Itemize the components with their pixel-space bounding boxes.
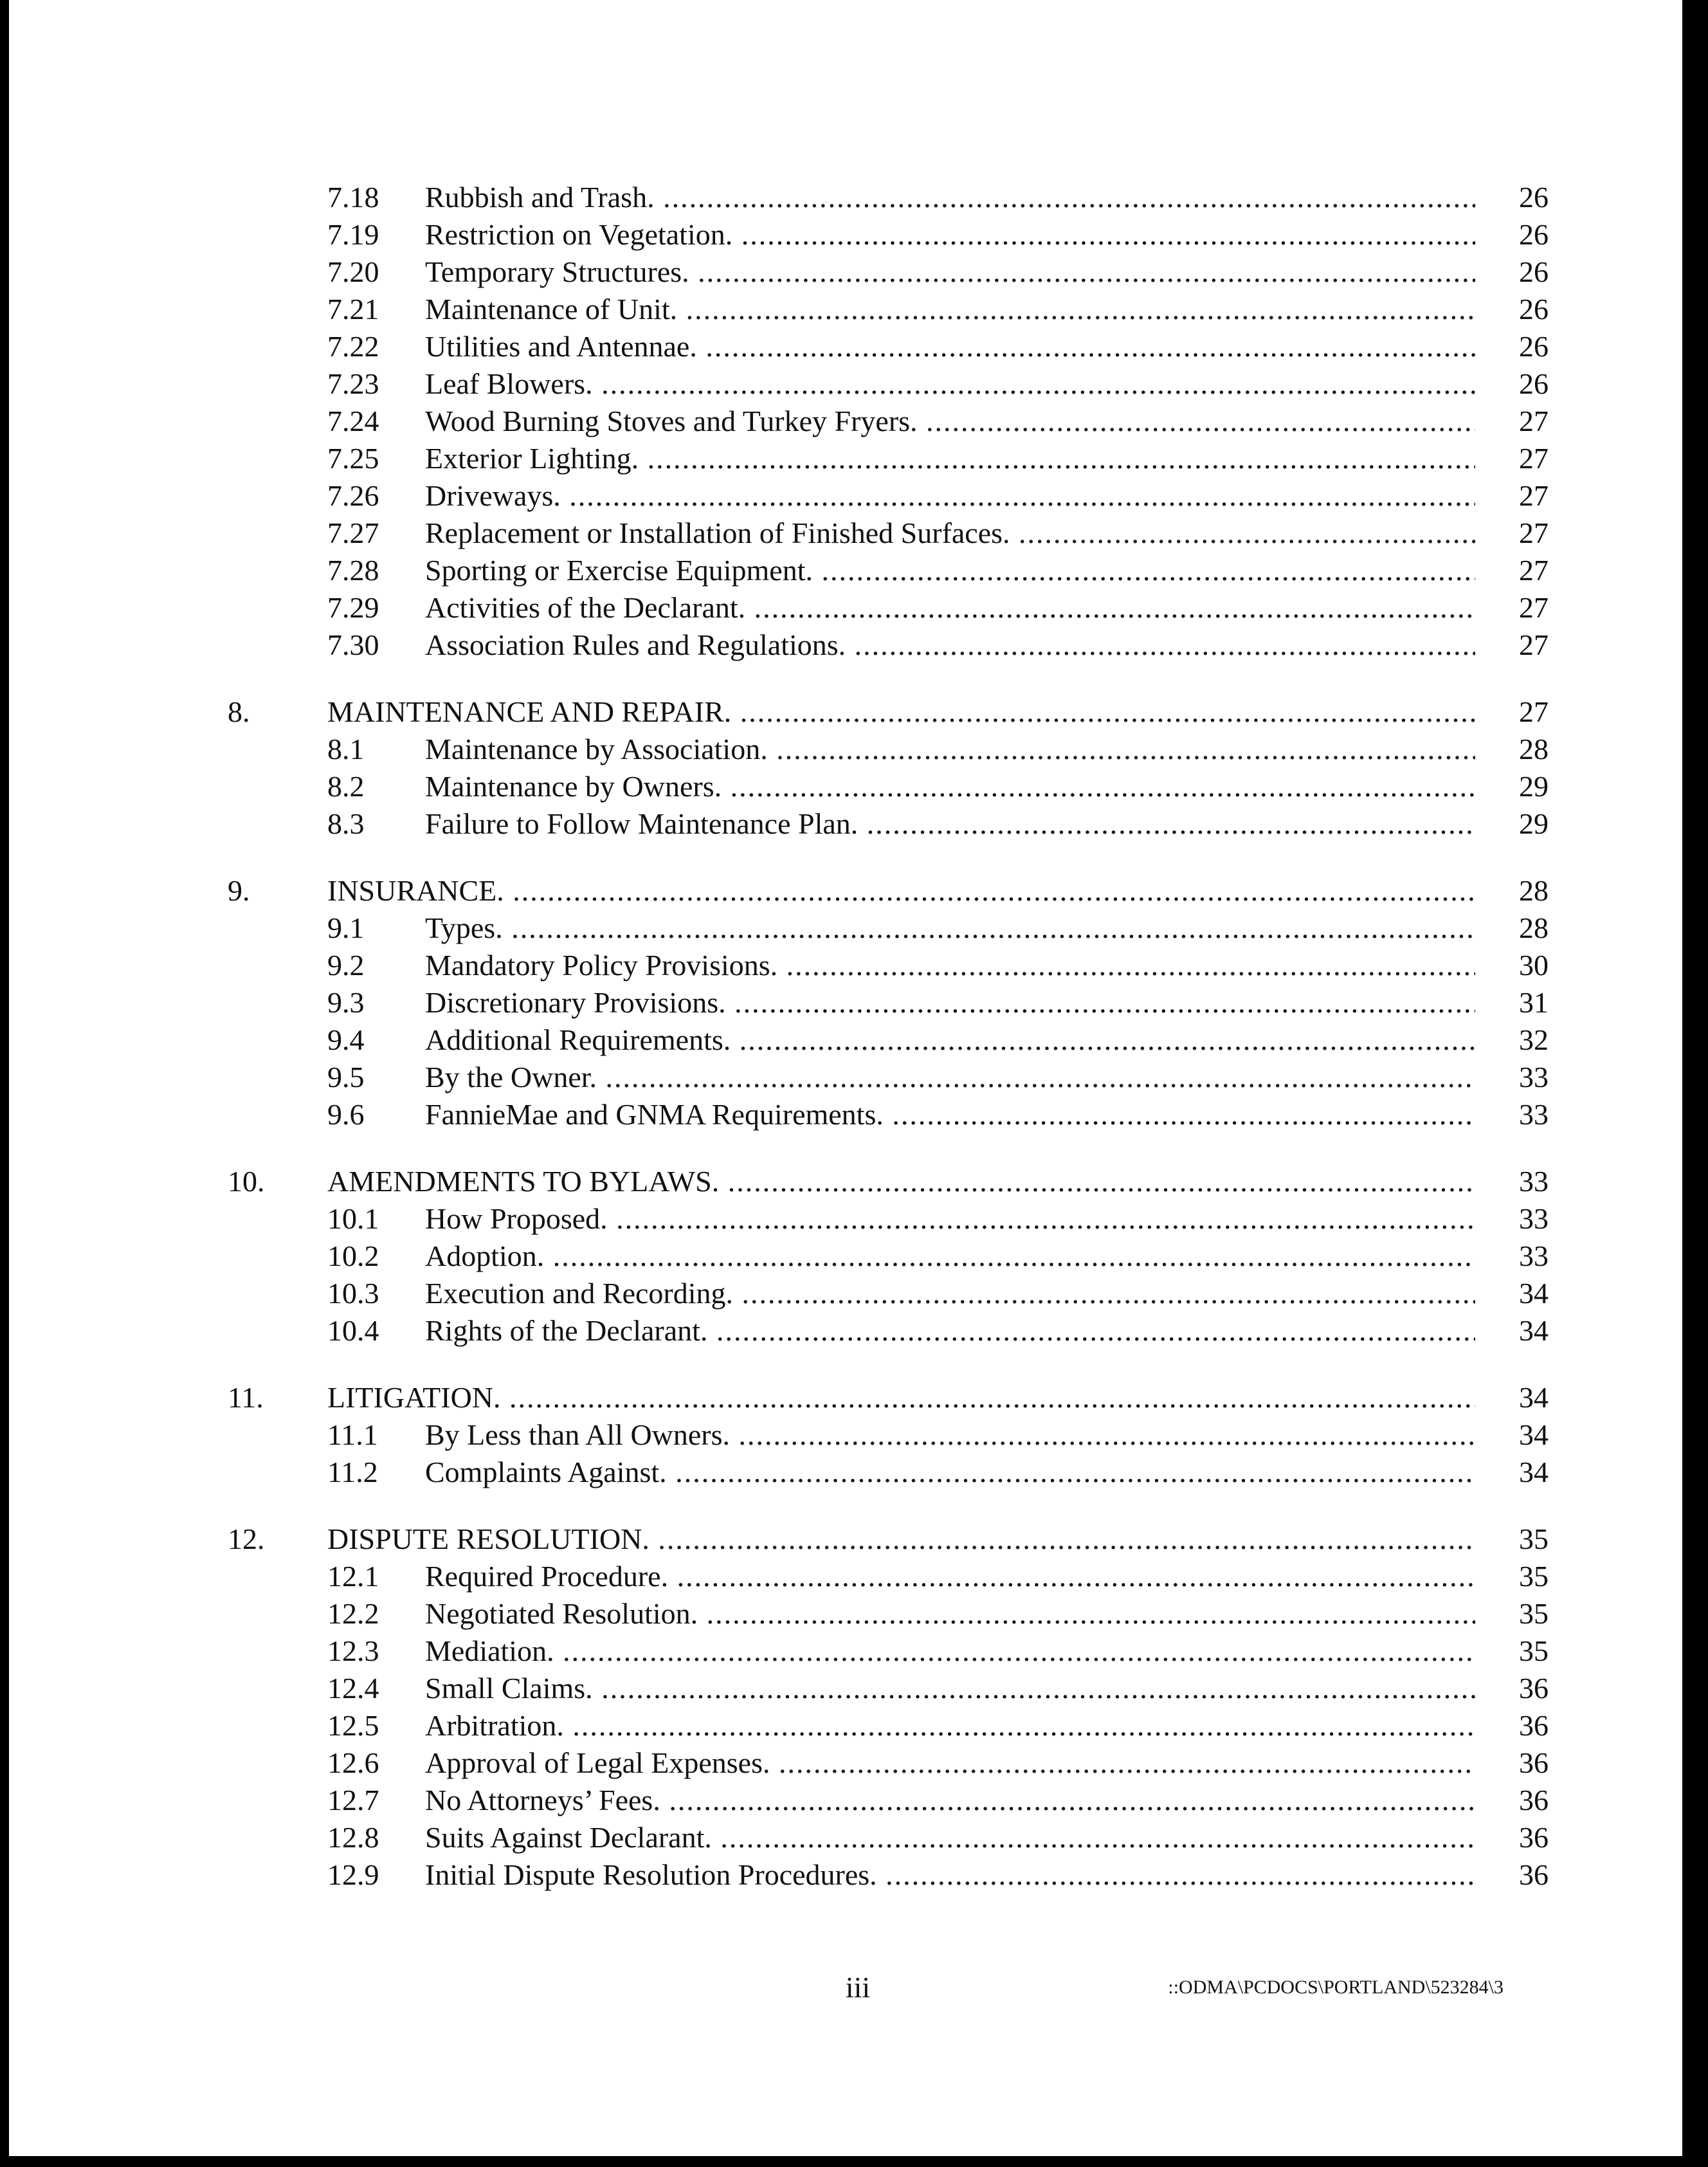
- entry-number: 12.1: [327, 1560, 379, 1593]
- section-title: AMENDMENTS TO BYLAWS. .....: [327, 1163, 1475, 1200]
- entry-number: 11.1: [327, 1418, 378, 1451]
- entry-title: Sporting or Exercise Equipment. .....: [425, 552, 1475, 589]
- entry-title: Maintenance by Association. .....: [425, 731, 1475, 768]
- entry-page: 27: [1519, 628, 1549, 661]
- page-footer: [9, 1968, 1682, 2007]
- toc-entry-row: [9, 947, 1682, 984]
- entry-page: 34: [1519, 1456, 1549, 1488]
- entry-page: 26: [1519, 293, 1549, 325]
- entry-page: 30: [1519, 949, 1549, 982]
- entry-number: 7.26: [327, 479, 379, 512]
- entry-number: 12.5: [327, 1709, 379, 1742]
- entry-number: 12.7: [327, 1784, 379, 1816]
- entry-title: Rights of the Declarant. .....: [425, 1312, 1475, 1349]
- toc-entry-row: [9, 1096, 1682, 1133]
- toc-entry-row: [9, 910, 1682, 947]
- section-title: MAINTENANCE AND REPAIR. .....: [327, 693, 1475, 731]
- toc-entry-row: [9, 1819, 1682, 1856]
- section-title: DISPUTE RESOLUTION. .....: [327, 1521, 1475, 1558]
- entry-title: Maintenance by Owners. .....: [425, 768, 1475, 805]
- entry-title: By Less than All Owners. .....: [425, 1416, 1475, 1454]
- entry-title: Activities of the Declarant. .....: [425, 589, 1475, 626]
- toc-entry-row: [9, 179, 1682, 216]
- entry-title: Required Procedure. .....: [425, 1558, 1475, 1595]
- entry-title: Complaints Against. .....: [425, 1454, 1475, 1491]
- entry-number: 12.2: [327, 1597, 379, 1630]
- toc-entry-row: [9, 1059, 1682, 1096]
- entry-page: 26: [1519, 181, 1549, 214]
- entry-page: 29: [1519, 807, 1549, 840]
- entry-title: How Proposed. .....: [425, 1200, 1475, 1238]
- entry-number: 7.20: [327, 255, 379, 288]
- toc-entry-row: [9, 253, 1682, 291]
- section-page: 28: [1519, 874, 1549, 907]
- toc-section: [9, 693, 1682, 843]
- entry-number: 10.2: [327, 1239, 379, 1272]
- entry-title: Suits Against Declarant. .....: [425, 1819, 1475, 1856]
- entry-title: Adoption. .....: [425, 1238, 1475, 1275]
- entry-page: 33: [1519, 1098, 1549, 1131]
- entry-page: 28: [1519, 911, 1549, 944]
- entry-title: Leaf Blowers. .....: [425, 365, 1475, 403]
- entry-number: 8.3: [327, 807, 365, 840]
- toc-entry-row: [9, 768, 1682, 805]
- entry-page: 26: [1519, 255, 1549, 288]
- entry-page: 27: [1519, 479, 1549, 512]
- entry-number: 11.2: [327, 1456, 378, 1488]
- entry-page: 36: [1519, 1858, 1549, 1891]
- entry-title: Approval of Legal Expenses. .....: [425, 1744, 1475, 1782]
- toc-entry-row: [9, 1021, 1682, 1059]
- entry-title: Mediation. .....: [425, 1632, 1475, 1670]
- toc-section: [9, 1163, 1682, 1349]
- entry-number: 9.3: [327, 986, 365, 1019]
- toc-entry-row: [9, 328, 1682, 365]
- entry-page: 27: [1519, 591, 1549, 624]
- toc-entry-row: [9, 1856, 1682, 1894]
- entry-title: Failure to Follow Maintenance Plan. .....: [425, 805, 1475, 843]
- entry-page: 36: [1519, 1746, 1549, 1779]
- entry-number: 10.3: [327, 1277, 379, 1310]
- entry-page: 33: [1519, 1239, 1549, 1272]
- toc-entry-row: [9, 731, 1682, 768]
- entry-number: 7.30: [327, 628, 379, 661]
- toc-entry-row: [9, 984, 1682, 1021]
- table-of-contents: [9, 179, 1682, 1923]
- section-number: 12.: [228, 1522, 265, 1555]
- entry-page: 27: [1519, 554, 1549, 587]
- section-page: 34: [1519, 1381, 1549, 1414]
- entry-title: Types. .....: [425, 910, 1475, 947]
- entry-page: 35: [1519, 1560, 1549, 1593]
- toc-entry-row: [9, 1416, 1682, 1454]
- entry-title: Maintenance of Unit. .....: [425, 291, 1475, 328]
- toc-entry-row: [9, 365, 1682, 403]
- toc-entry-row: [9, 477, 1682, 515]
- entry-title: Replacement or Installation of Finished Surfaces. .....: [425, 515, 1475, 552]
- entry-page: 27: [1519, 405, 1549, 437]
- entry-number: 9.2: [327, 949, 365, 982]
- entry-title: Arbitration. .....: [425, 1707, 1475, 1744]
- toc-heading-row: [9, 1521, 1682, 1558]
- entry-title: Driveways. .....: [425, 477, 1475, 515]
- entry-number: 9.6: [327, 1098, 365, 1131]
- toc-heading-row: [9, 872, 1682, 910]
- entry-number: 12.6: [327, 1746, 379, 1779]
- toc-entry-row: [9, 403, 1682, 440]
- entry-number: 12.4: [327, 1672, 379, 1705]
- entry-number: 9.1: [327, 911, 365, 944]
- entry-number: 9.4: [327, 1023, 365, 1056]
- entry-page: 34: [1519, 1418, 1549, 1451]
- toc-entry-row: [9, 1782, 1682, 1819]
- toc-heading-row: [9, 1163, 1682, 1200]
- toc-entry-row: [9, 552, 1682, 589]
- entry-title: Wood Burning Stoves and Turkey Fryers. .....: [425, 403, 1475, 440]
- entry-page: 33: [1519, 1061, 1549, 1093]
- entry-number: 8.1: [327, 733, 365, 765]
- entry-title: Negotiated Resolution. .....: [425, 1595, 1475, 1632]
- entry-title: Mandatory Policy Provisions. .....: [425, 947, 1475, 984]
- toc-entry-row: [9, 1632, 1682, 1670]
- entry-title: By the Owner. .....: [425, 1059, 1475, 1096]
- entry-number: 7.27: [327, 517, 379, 549]
- toc-section: [9, 1521, 1682, 1894]
- entry-number: 7.18: [327, 181, 379, 214]
- page-number: iii: [845, 1971, 871, 2004]
- entry-title: No Attorneys’ Fees. .....: [425, 1782, 1475, 1819]
- section-title: LITIGATION. .....: [327, 1379, 1475, 1416]
- toc-entry-row: [9, 1595, 1682, 1632]
- entry-page: 36: [1519, 1709, 1549, 1742]
- toc-entry-row: [9, 1670, 1682, 1707]
- toc-entry-row: [9, 1275, 1682, 1312]
- section-number: 11.: [228, 1381, 264, 1414]
- entry-number: 7.23: [327, 367, 379, 400]
- entry-page: 35: [1519, 1634, 1549, 1667]
- entry-number: 12.9: [327, 1858, 379, 1891]
- entry-page: 27: [1519, 442, 1549, 475]
- entry-number: 12.3: [327, 1634, 379, 1667]
- entry-number: 10.4: [327, 1314, 379, 1347]
- section-number: 10.: [228, 1165, 265, 1198]
- entry-title: Exterior Lighting. .....: [425, 440, 1475, 477]
- toc-entry-row: [9, 1200, 1682, 1238]
- entry-page: 33: [1519, 1202, 1549, 1235]
- section-title: INSURANCE. .....: [327, 872, 1475, 910]
- entry-number: 7.29: [327, 591, 379, 624]
- entry-title: Rubbish and Trash. .....: [425, 179, 1475, 216]
- entry-title: Execution and Recording. .....: [425, 1275, 1475, 1312]
- entry-title: Association Rules and Regulations. .....: [425, 626, 1475, 664]
- toc-heading-row: [9, 693, 1682, 731]
- entry-number: 9.5: [327, 1061, 365, 1093]
- entry-page: 26: [1519, 367, 1549, 400]
- toc-entry-row: [9, 1454, 1682, 1491]
- entry-page: 32: [1519, 1023, 1549, 1056]
- toc-entry-row: [9, 440, 1682, 477]
- section-page: 33: [1519, 1165, 1549, 1198]
- toc-entry-row: [9, 216, 1682, 253]
- section-number: 9.: [228, 874, 250, 907]
- entry-page: 28: [1519, 733, 1549, 765]
- entry-number: 7.24: [327, 405, 379, 437]
- entry-page: 36: [1519, 1784, 1549, 1816]
- document-page: [9, 0, 1682, 2156]
- entry-number: 7.22: [327, 330, 379, 363]
- entry-title: Discretionary Provisions. .....: [425, 984, 1475, 1021]
- entry-title: Initial Dispute Resolution Procedures. .....: [425, 1856, 1475, 1894]
- toc-entry-row: [9, 1558, 1682, 1595]
- toc-entry-row: [9, 805, 1682, 843]
- section-page: 35: [1519, 1522, 1549, 1555]
- toc-heading-row: [9, 1379, 1682, 1416]
- entry-page: 26: [1519, 330, 1549, 363]
- toc-section: [9, 179, 1682, 664]
- entry-page: 35: [1519, 1597, 1549, 1630]
- entry-number: 10.1: [327, 1202, 379, 1235]
- entry-title: Small Claims. .....: [425, 1670, 1475, 1707]
- entry-number: 12.8: [327, 1821, 379, 1854]
- entry-title: Utilities and Antennae. .....: [425, 328, 1475, 365]
- toc-entry-row: [9, 515, 1682, 552]
- entry-page: 29: [1519, 770, 1549, 803]
- entry-page: 34: [1519, 1314, 1549, 1347]
- entry-page: 34: [1519, 1277, 1549, 1310]
- entry-number: 7.25: [327, 442, 379, 475]
- entry-page: 26: [1519, 218, 1549, 251]
- entry-page: 27: [1519, 517, 1549, 549]
- entry-page: 36: [1519, 1672, 1549, 1705]
- section-number: 8.: [228, 695, 250, 728]
- section-page: 27: [1519, 695, 1549, 728]
- entry-number: 7.21: [327, 293, 379, 325]
- document-path: ::ODMA\PCDOCS\PORTLAND\523284\3: [1168, 1977, 1504, 1998]
- toc-entry-row: [9, 626, 1682, 664]
- toc-entry-row: [9, 291, 1682, 328]
- entry-title: Additional Requirements. .....: [425, 1021, 1475, 1059]
- entry-page: 31: [1519, 986, 1549, 1019]
- toc-section: [9, 872, 1682, 1133]
- entry-page: 36: [1519, 1821, 1549, 1854]
- entry-title: Restriction on Vegetation. .....: [425, 216, 1475, 253]
- entry-number: 7.28: [327, 554, 379, 587]
- toc-entry-row: [9, 1238, 1682, 1275]
- toc-section: [9, 1379, 1682, 1491]
- entry-number: 8.2: [327, 770, 365, 803]
- entry-title: Temporary Structures. .....: [425, 253, 1475, 291]
- entry-title: FannieMae and GNMA Requirements. .....: [425, 1096, 1475, 1133]
- toc-entry-row: [9, 1707, 1682, 1744]
- toc-entry-row: [9, 1312, 1682, 1349]
- entry-number: 7.19: [327, 218, 379, 251]
- toc-entry-row: [9, 589, 1682, 626]
- toc-entry-row: [9, 1744, 1682, 1782]
